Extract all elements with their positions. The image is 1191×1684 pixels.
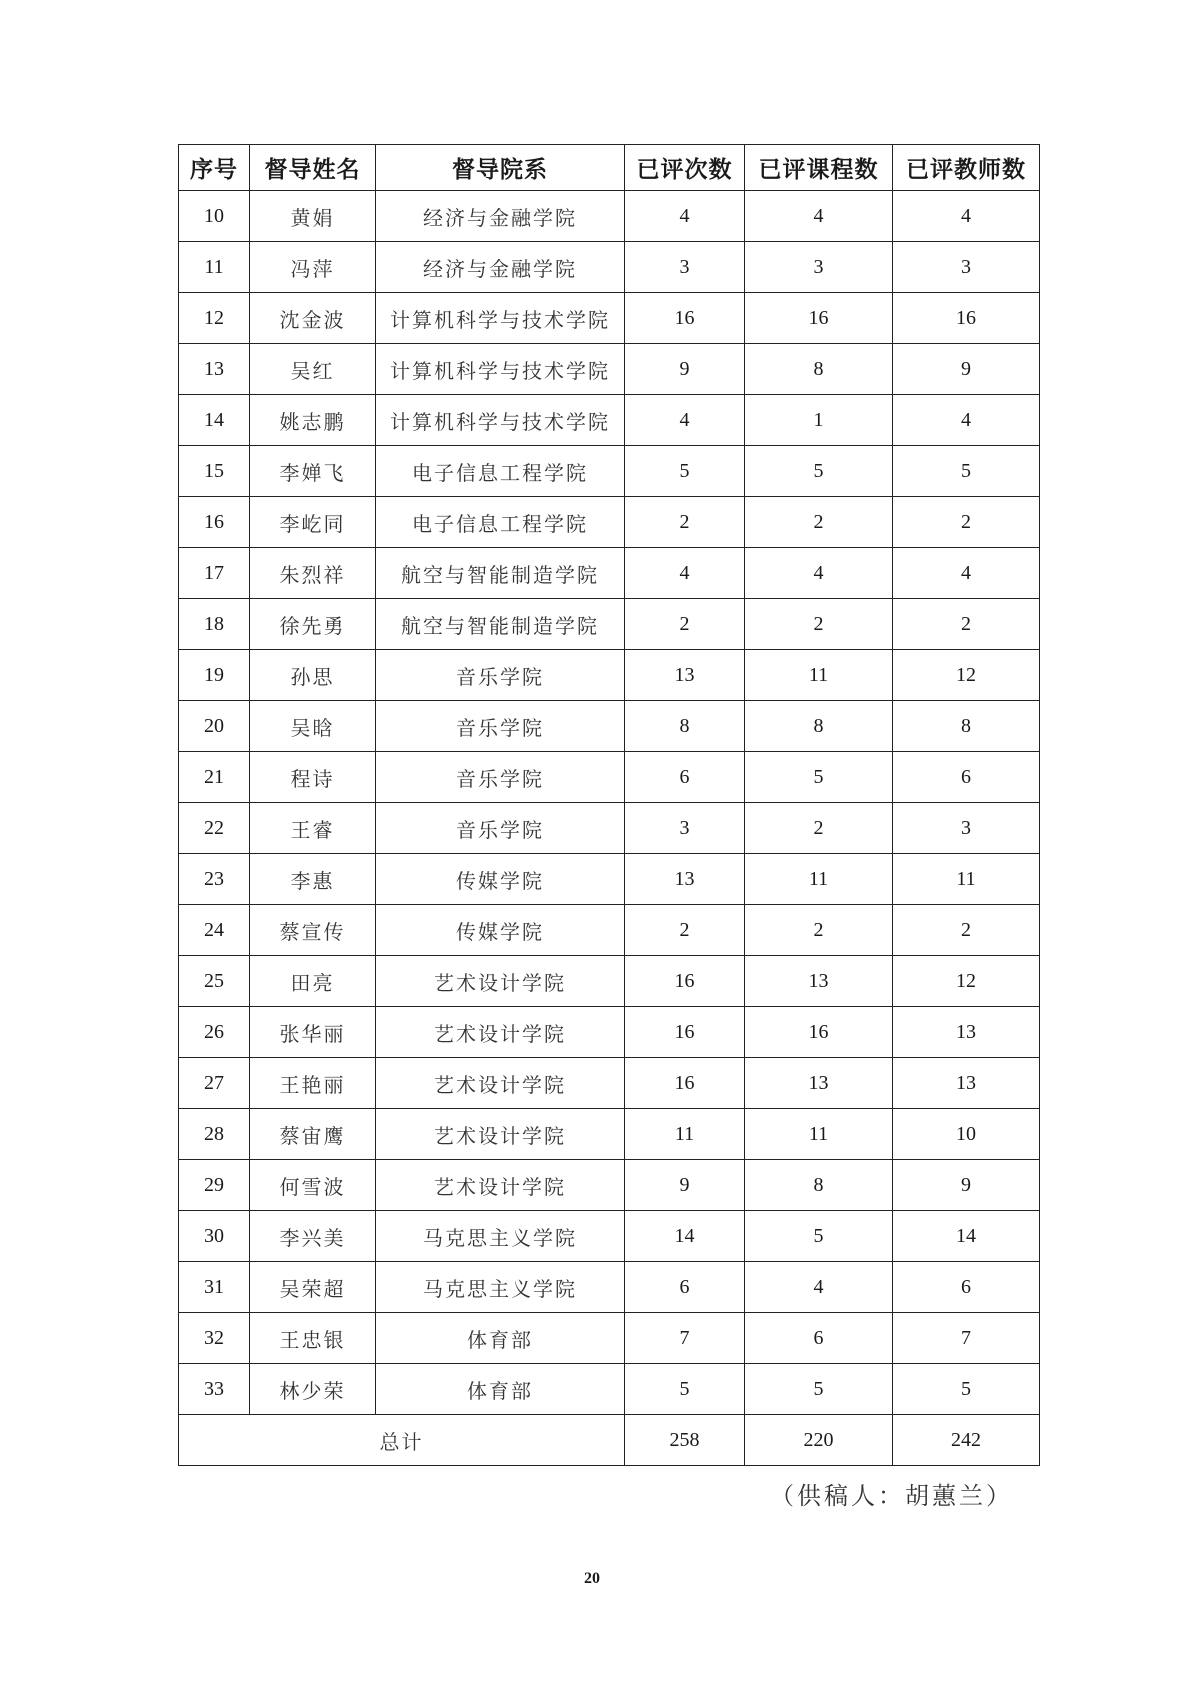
table-row: [179, 599, 1040, 650]
table-row: [179, 548, 1040, 599]
table-row: [179, 1364, 1040, 1415]
cell-teachers: 9: [893, 1160, 1040, 1211]
cell-index: 17: [179, 548, 250, 599]
cell-evaluations: 5: [625, 446, 745, 497]
cell-index: 27: [179, 1058, 250, 1109]
cell-courses: 2: [745, 803, 893, 854]
cell-teachers: 16: [893, 293, 1040, 344]
cell-courses: 13: [745, 956, 893, 1007]
cell-courses: 16: [745, 293, 893, 344]
cell-index: 19: [179, 650, 250, 701]
cell-teachers: 12: [893, 956, 1040, 1007]
cell-supervisor-name: 李惠: [250, 854, 376, 905]
cell-supervisor-name: 林少荣: [250, 1364, 376, 1415]
cell-courses: 2: [745, 497, 893, 548]
cell-department: 体育部: [376, 1313, 625, 1364]
cell-index: 23: [179, 854, 250, 905]
table-row: [179, 956, 1040, 1007]
cell-index: 18: [179, 599, 250, 650]
cell-courses: 2: [745, 599, 893, 650]
table-row: [179, 803, 1040, 854]
supervisor-evaluation-table: [178, 144, 1040, 1466]
cell-evaluations: 11: [625, 1109, 745, 1160]
cell-index: 29: [179, 1160, 250, 1211]
cell-courses: 13: [745, 1058, 893, 1109]
cell-courses: 2: [745, 905, 893, 956]
cell-department: 传媒学院: [376, 905, 625, 956]
cell-evaluations: 14: [625, 1211, 745, 1262]
cell-courses: 5: [745, 446, 893, 497]
cell-evaluations: 16: [625, 1007, 745, 1058]
cell-department: 经济与金融学院: [376, 191, 625, 242]
cell-teachers: 5: [893, 1364, 1040, 1415]
cell-supervisor-name: 朱烈祥: [250, 548, 376, 599]
cell-department: 音乐学院: [376, 650, 625, 701]
header-index: 序号: [179, 145, 250, 191]
cell-index: 31: [179, 1262, 250, 1313]
cell-courses: 6: [745, 1313, 893, 1364]
cell-evaluations: 4: [625, 395, 745, 446]
cell-evaluations: 6: [625, 1262, 745, 1313]
cell-supervisor-name: 吴红: [250, 344, 376, 395]
cell-index: 21: [179, 752, 250, 803]
cell-index: 30: [179, 1211, 250, 1262]
total-evaluations: 258: [625, 1415, 745, 1466]
cell-supervisor-name: 程诗: [250, 752, 376, 803]
cell-teachers: 8: [893, 701, 1040, 752]
total-teachers: 242: [893, 1415, 1040, 1466]
cell-teachers: 4: [893, 191, 1040, 242]
total-label: 总计: [179, 1415, 625, 1466]
cell-index: 25: [179, 956, 250, 1007]
cell-department: 音乐学院: [376, 701, 625, 752]
cell-evaluations: 9: [625, 1160, 745, 1211]
cell-teachers: 7: [893, 1313, 1040, 1364]
cell-evaluations: 16: [625, 1058, 745, 1109]
table-row: [179, 1211, 1040, 1262]
total-row: [179, 1415, 1040, 1466]
cell-teachers: 4: [893, 548, 1040, 599]
cell-teachers: 2: [893, 599, 1040, 650]
cell-evaluations: 6: [625, 752, 745, 803]
cell-supervisor-name: 王艳丽: [250, 1058, 376, 1109]
cell-department: 马克思主义学院: [376, 1262, 625, 1313]
cell-department: 航空与智能制造学院: [376, 599, 625, 650]
cell-supervisor-name: 吴荣超: [250, 1262, 376, 1313]
header-teachers: 已评教师数: [893, 145, 1040, 191]
header-courses: 已评课程数: [745, 145, 893, 191]
cell-index: 32: [179, 1313, 250, 1364]
cell-department: 计算机科学与技术学院: [376, 395, 625, 446]
table-row: [179, 242, 1040, 293]
cell-supervisor-name: 李屹同: [250, 497, 376, 548]
cell-department: 艺术设计学院: [376, 1160, 625, 1211]
table-row: [179, 1007, 1040, 1058]
cell-teachers: 14: [893, 1211, 1040, 1262]
cell-index: 24: [179, 905, 250, 956]
cell-supervisor-name: 张华丽: [250, 1007, 376, 1058]
cell-supervisor-name: 王忠银: [250, 1313, 376, 1364]
cell-department: 艺术设计学院: [376, 1007, 625, 1058]
cell-evaluations: 7: [625, 1313, 745, 1364]
table-header-row: [179, 145, 1040, 191]
table-row: [179, 650, 1040, 701]
cell-teachers: 12: [893, 650, 1040, 701]
cell-index: 15: [179, 446, 250, 497]
header-evaluations: 已评次数: [625, 145, 745, 191]
cell-supervisor-name: 李兴美: [250, 1211, 376, 1262]
cell-index: 13: [179, 344, 250, 395]
cell-index: 12: [179, 293, 250, 344]
cell-evaluations: 8: [625, 701, 745, 752]
table-row: [179, 854, 1040, 905]
cell-teachers: 3: [893, 803, 1040, 854]
cell-supervisor-name: 沈金波: [250, 293, 376, 344]
cell-supervisor-name: 冯萍: [250, 242, 376, 293]
cell-department: 马克思主义学院: [376, 1211, 625, 1262]
cell-evaluations: 2: [625, 599, 745, 650]
cell-evaluations: 13: [625, 650, 745, 701]
cell-department: 电子信息工程学院: [376, 446, 625, 497]
table-row: [179, 752, 1040, 803]
cell-department: 音乐学院: [376, 752, 625, 803]
cell-courses: 4: [745, 191, 893, 242]
cell-supervisor-name: 蔡宙鹰: [250, 1109, 376, 1160]
table-row: [179, 191, 1040, 242]
cell-teachers: 10: [893, 1109, 1040, 1160]
cell-courses: 11: [745, 1109, 893, 1160]
cell-courses: 4: [745, 548, 893, 599]
cell-courses: 11: [745, 854, 893, 905]
cell-department: 电子信息工程学院: [376, 497, 625, 548]
cell-supervisor-name: 王睿: [250, 803, 376, 854]
cell-courses: 11: [745, 650, 893, 701]
cell-teachers: 6: [893, 752, 1040, 803]
table-row: [179, 497, 1040, 548]
cell-index: 28: [179, 1109, 250, 1160]
cell-evaluations: 16: [625, 293, 745, 344]
header-department: 督导院系: [376, 145, 625, 191]
cell-supervisor-name: 孙思: [250, 650, 376, 701]
cell-evaluations: 5: [625, 1364, 745, 1415]
cell-evaluations: 4: [625, 548, 745, 599]
cell-courses: 5: [745, 1211, 893, 1262]
cell-index: 16: [179, 497, 250, 548]
cell-courses: 1: [745, 395, 893, 446]
cell-supervisor-name: 吴晗: [250, 701, 376, 752]
table-row: [179, 701, 1040, 752]
cell-evaluations: 13: [625, 854, 745, 905]
cell-teachers: 2: [893, 905, 1040, 956]
cell-index: 33: [179, 1364, 250, 1415]
header-supervisor-name: 督导姓名: [250, 145, 376, 191]
cell-department: 体育部: [376, 1364, 625, 1415]
table-row: [179, 446, 1040, 497]
cell-evaluations: 2: [625, 497, 745, 548]
cell-teachers: 6: [893, 1262, 1040, 1313]
cell-department: 音乐学院: [376, 803, 625, 854]
cell-index: 22: [179, 803, 250, 854]
cell-teachers: 5: [893, 446, 1040, 497]
cell-teachers: 11: [893, 854, 1040, 905]
cell-teachers: 3: [893, 242, 1040, 293]
cell-supervisor-name: 李婵飞: [250, 446, 376, 497]
cell-evaluations: 2: [625, 905, 745, 956]
cell-courses: 16: [745, 1007, 893, 1058]
cell-index: 10: [179, 191, 250, 242]
table-row: [179, 1313, 1040, 1364]
cell-teachers: 2: [893, 497, 1040, 548]
cell-evaluations: 4: [625, 191, 745, 242]
cell-index: 20: [179, 701, 250, 752]
cell-department: 计算机科学与技术学院: [376, 344, 625, 395]
cell-department: 经济与金融学院: [376, 242, 625, 293]
table-row: [179, 1058, 1040, 1109]
cell-department: 艺术设计学院: [376, 1109, 625, 1160]
cell-teachers: 13: [893, 1058, 1040, 1109]
table-row: [179, 905, 1040, 956]
cell-teachers: 9: [893, 344, 1040, 395]
cell-teachers: 4: [893, 395, 1040, 446]
cell-courses: 8: [745, 344, 893, 395]
table-row: [179, 1109, 1040, 1160]
table-row: [179, 344, 1040, 395]
cell-department: 艺术设计学院: [376, 956, 625, 1007]
table-row: [179, 1160, 1040, 1211]
cell-department: 艺术设计学院: [376, 1058, 625, 1109]
total-courses: 220: [745, 1415, 893, 1466]
cell-courses: 3: [745, 242, 893, 293]
cell-supervisor-name: 黄娟: [250, 191, 376, 242]
cell-supervisor-name: 田亮: [250, 956, 376, 1007]
cell-department: 航空与智能制造学院: [376, 548, 625, 599]
cell-department: 传媒学院: [376, 854, 625, 905]
cell-evaluations: 3: [625, 803, 745, 854]
cell-evaluations: 16: [625, 956, 745, 1007]
cell-department: 计算机科学与技术学院: [376, 293, 625, 344]
cell-supervisor-name: 蔡宣传: [250, 905, 376, 956]
cell-index: 26: [179, 1007, 250, 1058]
table-row: [179, 395, 1040, 446]
contributor-note: （供稿人：胡蕙兰）: [770, 1482, 1013, 1510]
cell-courses: 8: [745, 1160, 893, 1211]
cell-courses: 5: [745, 1364, 893, 1415]
table-row: [179, 1262, 1040, 1313]
cell-supervisor-name: 何雪波: [250, 1160, 376, 1211]
cell-teachers: 13: [893, 1007, 1040, 1058]
cell-courses: 8: [745, 701, 893, 752]
page-number: 20: [584, 1570, 600, 1587]
cell-evaluations: 9: [625, 344, 745, 395]
cell-supervisor-name: 徐先勇: [250, 599, 376, 650]
cell-courses: 4: [745, 1262, 893, 1313]
cell-index: 11: [179, 242, 250, 293]
table-row: [179, 293, 1040, 344]
cell-courses: 5: [745, 752, 893, 803]
cell-index: 14: [179, 395, 250, 446]
cell-evaluations: 3: [625, 242, 745, 293]
cell-supervisor-name: 姚志鹏: [250, 395, 376, 446]
